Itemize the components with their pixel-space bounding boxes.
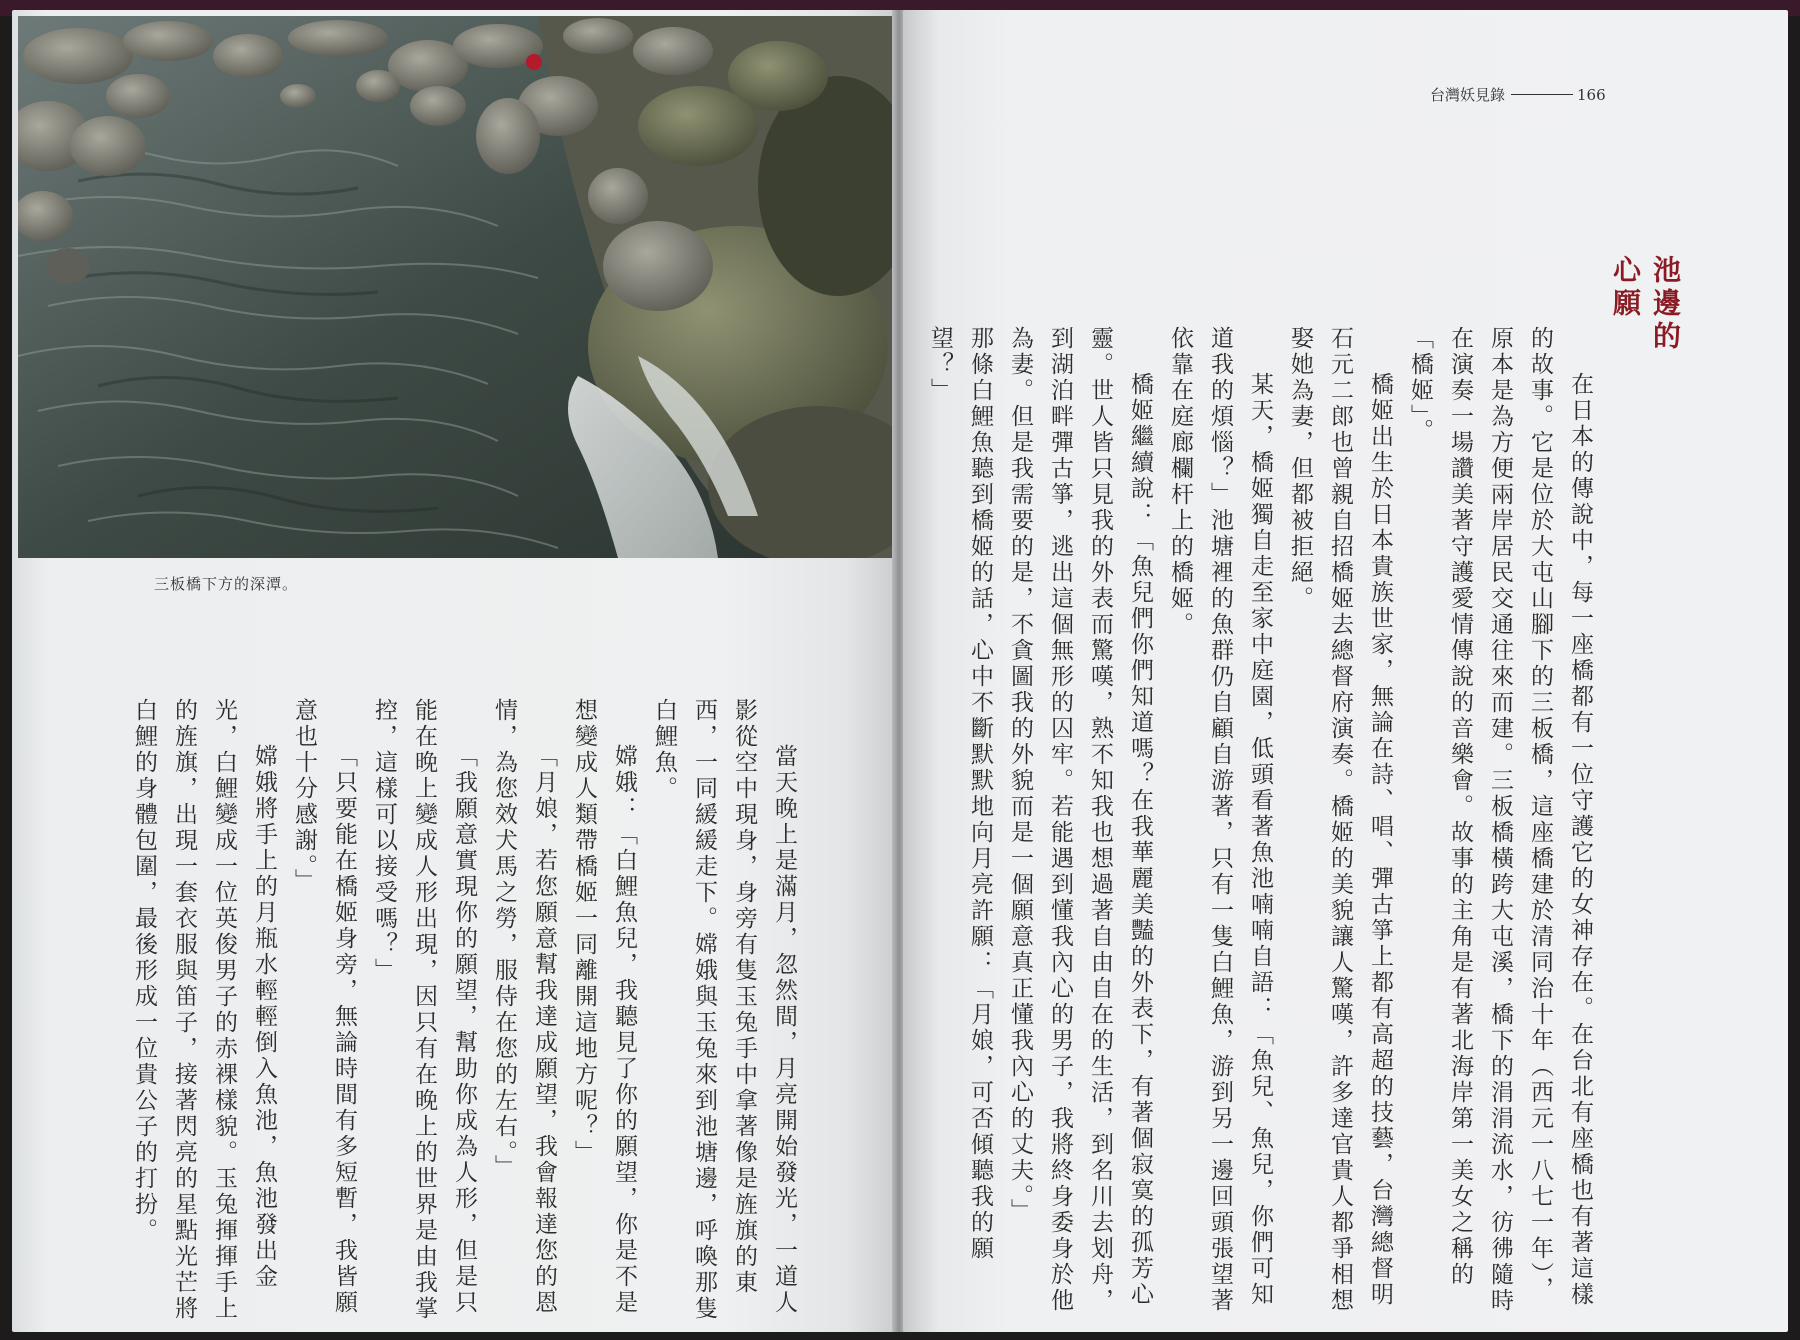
stream-photo-image (18, 16, 898, 558)
header-rule (1511, 94, 1573, 95)
paragraph: 當天晚上是滿月，忽然間，月亮開始發光，一道人影從空中現身，身旁有隻玉兔手中拿著像是旌旗的東西，一同緩緩走下。嫦娥與玉兔來到池塘邊，呼喚那隻白鯉魚。 (651, 698, 797, 1322)
photo-caption: 三板橋下方的深潭。 (154, 575, 299, 593)
paragraph: 某天，橋姬獨自走至家中庭園，低頭看著魚池喃喃自語：「魚兒、魚兒，你們可知道我的煩惱？」池塘裡的魚群仍自顧自游著，只有一隻白鯉魚，游到另一邊回頭張望著依靠在庭廊欄杆上的橋姬。 (1167, 326, 1273, 1314)
page-number: 166 (1577, 85, 1606, 104)
paragraph: 「月娘，若您願意幫我達成願望，我會報達您的恩情，為您效犬馬之勞，服侍在您的左右。」 (491, 698, 557, 1316)
paragraph: 嫦娥將手上的月瓶水輕輕倒入魚池，魚池發出金光，白鯉變成一位英俊男子的赤裸樣貌。玉兔揮揮手上的旌旗，出現一套衣服與笛子，接著閃亮的星點光芒將白鯉的身體包圍，最後形成一位貴公子的打扮。 (131, 698, 277, 1322)
paragraph: 「只要能在橋姬身旁，無論時間有多短暫，我皆願意也十分感謝。」 (291, 698, 357, 1316)
paragraph: 那條白鯉魚聽到橋姬的話，心中不斷默默地向月亮許願：「月娘，可否傾聽我的願望？」 (927, 326, 993, 1262)
left-page (12, 10, 900, 1332)
paragraph: 橋姬出生於日本貴族世家，無論在詩、唱、彈古箏上都有高超的技藝，台灣總督明石元二郎也曾親自招橋姬去總督府演奏。橋姬的美貌讓人驚嘆，許多達官貴人都爭相想娶她為妻，但都被拒絕。 (1287, 326, 1393, 1314)
book-title: 台灣妖見錄 (1430, 86, 1506, 104)
paragraph: 橋姬繼續說：「魚兒們你們知道嗎？在我華麗美豔的外表下，有著個寂寞的孤芳心靈。世人皆只見我的外表而驚嘆，熟不知我也想過著自由自在的生活，到名川去划舟，到湖泊畔彈古箏，逃出這個無形的囚牢。若能遇到懂我內心的男子，我將終身委身於他為妻。但是我需要的是，不貪圖我的外貌而是一個願意真正懂我內心的丈夫。」 (1007, 326, 1153, 1314)
paragraph: 嫦娥：「白鯉魚兒，我聽見了你的願望，你是不是想變成人類帶橋姬一同離開這地方呢？」 (571, 698, 637, 1316)
left-body-text (131, 698, 804, 1328)
right-body-text (927, 326, 1600, 1326)
paragraph: 在日本的傳說中，每一座橋都有一位守護它的女神存在。在台北有座橋也有著這樣的故事。它是位於大屯山腳下的三板橋，這座橋建於清同治十年（西元一八七一年），原本是為方便兩岸居民交通往來而建。三板橋橫跨大屯溪，橋下的涓涓流水，彷彿隨時在演奏一場讚美著守護愛情傳說的音樂會。故事的主角是有著北海岸第一美女之稱的「橋姬」。 (1407, 326, 1593, 1314)
section-title: 池邊的心願 (1609, 255, 1682, 354)
running-head (1430, 84, 1606, 105)
paragraph: 「我願意實現你的願望，幫助你成為人形，但是只能在晚上變成人形出現，因只有在晚上的世界是由我掌控，這樣可以接受嗎？」 (371, 698, 477, 1322)
stream-photo (18, 16, 898, 558)
